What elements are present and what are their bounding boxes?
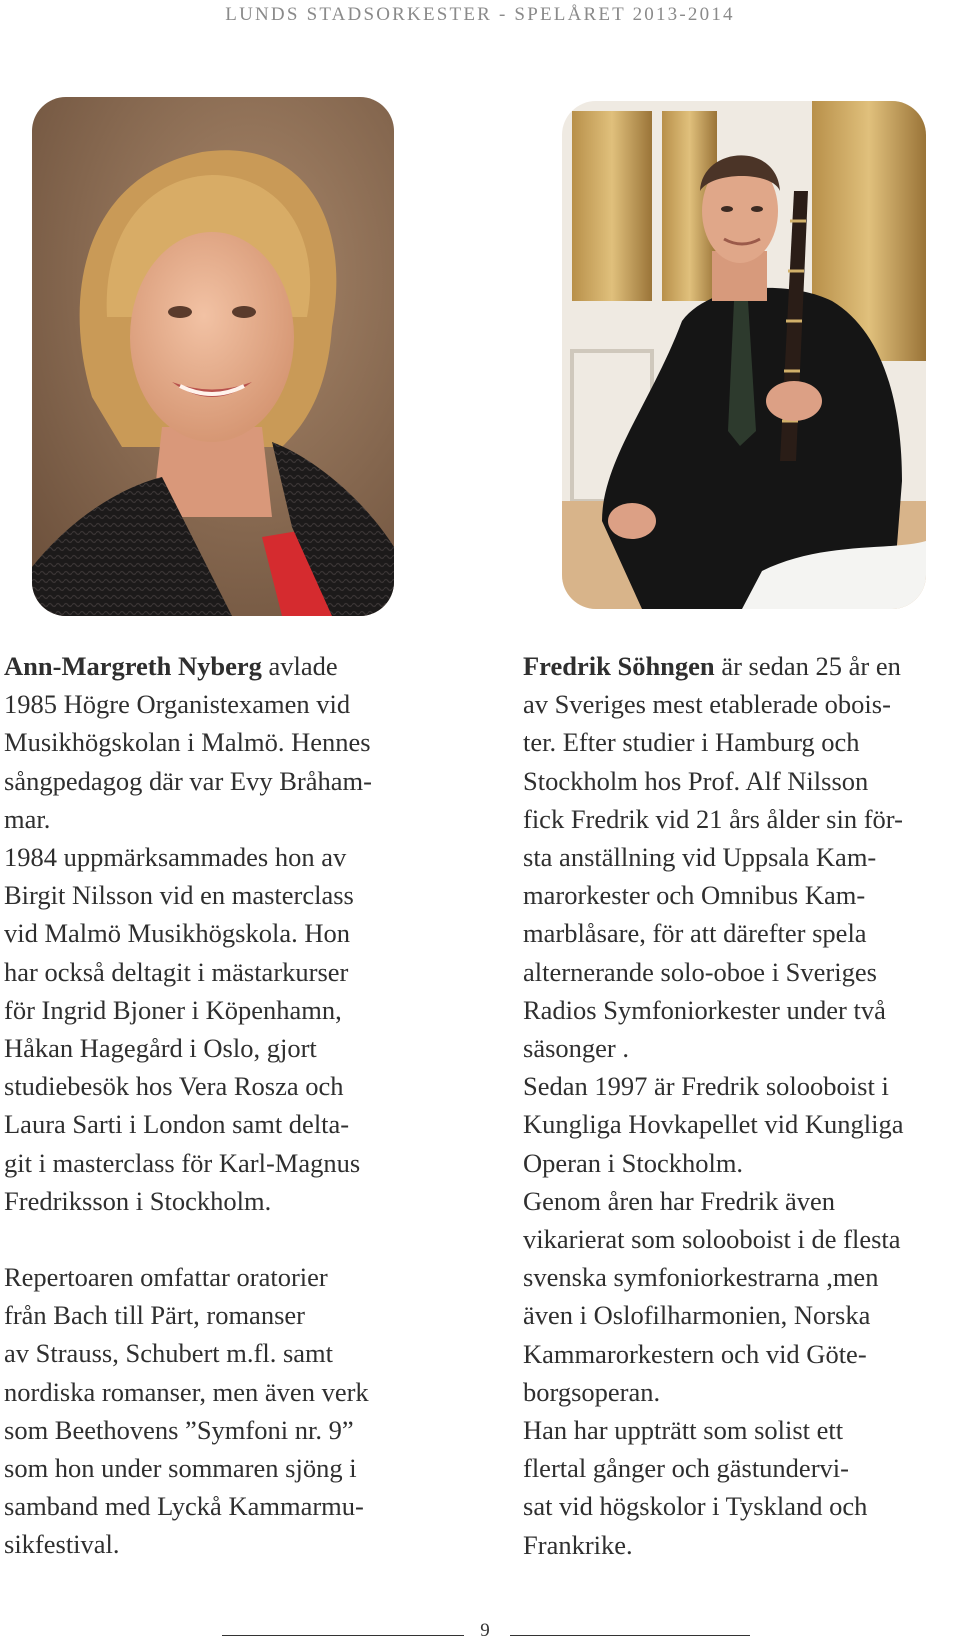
text-line: Radios Symfoniorkester under två bbox=[523, 994, 886, 1025]
text-line: mar. bbox=[4, 803, 51, 834]
text-line: sat vid högskolor i Tyskland och bbox=[523, 1491, 868, 1522]
footer-rule-left bbox=[222, 1635, 464, 1636]
text-line: fick Fredrik vid 21 års ålder sin för- bbox=[523, 803, 903, 834]
page-number: 9 bbox=[480, 1620, 490, 1641]
footer-rule-right bbox=[510, 1635, 750, 1636]
text-line: samband med Lyckå Kammarmu- bbox=[4, 1491, 364, 1522]
text-line: studiebesök hos Vera Rosza och bbox=[4, 1071, 344, 1102]
text-line: ter. Efter studier i Hamburg och bbox=[523, 727, 860, 758]
text-line: nordiska romanser, men även verk bbox=[4, 1376, 369, 1407]
text-line: Kungliga Hovkapellet vid Kungliga bbox=[523, 1109, 904, 1140]
text-line: sikfestival. bbox=[4, 1529, 120, 1560]
text-line: Repertoaren omfattar oratorier bbox=[4, 1262, 328, 1293]
text-line: har också deltagit i mästarkurser bbox=[4, 956, 349, 987]
text-line: Operan i Stockholm. bbox=[523, 1147, 744, 1178]
text-line: vid Malmö Musikhögskola. Hon bbox=[4, 918, 350, 949]
text-line: Frankrike. bbox=[523, 1529, 633, 1560]
text-line: som Beethovens ”Symfoni nr. 9” bbox=[4, 1414, 354, 1445]
text-line: borgsoperan. bbox=[523, 1376, 661, 1407]
text-line: av Strauss, Schubert m.fl. samt bbox=[4, 1338, 333, 1369]
text-line: av Sveriges mest etablerade obois- bbox=[523, 689, 891, 720]
text-line: Kammarorkestern och vid Göte- bbox=[523, 1338, 867, 1369]
bio-paragraph-1 bbox=[4, 647, 464, 1220]
text-line: Sedan 1997 är Fredrik solooboist i bbox=[523, 1071, 889, 1102]
text-line: Fredriksson i Stockholm. bbox=[4, 1185, 272, 1216]
portrait-photo-ann-margreth-nyberg bbox=[32, 97, 394, 616]
text-line: 1984 uppmärksammades hon av bbox=[4, 842, 347, 873]
text-line: som hon under sommaren sjöng i bbox=[4, 1453, 357, 1484]
text-line: 1985 Högre Organistexamen vid bbox=[4, 689, 351, 720]
running-header: LUNDS STADSORKESTER - SPELÅRET 2013-2014 bbox=[225, 4, 735, 25]
text-line: marorkester och Omnibus Kam- bbox=[523, 880, 866, 911]
text-line: Laura Sarti i London samt delta- bbox=[4, 1109, 350, 1140]
text-line: vikarierat som solooboist i de flesta bbox=[523, 1224, 901, 1255]
text-line: Musikhögskolan i Malmö. Hennes bbox=[4, 727, 371, 758]
text-line: säsonger . bbox=[523, 1033, 629, 1064]
text-line: marblåsare, för att därefter spela bbox=[523, 918, 867, 949]
text-line: Birgit Nilsson vid en masterclass bbox=[4, 880, 354, 911]
text-line: avlade bbox=[261, 651, 338, 681]
bio-paragraph-2 bbox=[4, 1258, 464, 1564]
text-line: sångpedagog där var Evy Bråham- bbox=[4, 765, 372, 796]
person-name: Fredrik Söhngen bbox=[523, 651, 715, 681]
text-line: sta anställning vid Uppsala Kam- bbox=[523, 842, 877, 873]
text-line: från Bach till Pärt, romanser bbox=[4, 1300, 305, 1331]
text-line: för Ingrid Bjoner i Köpenhamn, bbox=[4, 994, 342, 1025]
text-line: Håkan Hagegård i Oslo, gjort bbox=[4, 1033, 317, 1064]
portrait-photo-fredrik-sohngen bbox=[562, 101, 926, 609]
bio-fredrik-sohngen bbox=[523, 647, 960, 1564]
bio-paragraph bbox=[523, 647, 960, 1564]
text-line: Genom åren har Fredrik även bbox=[523, 1185, 835, 1216]
person-name: Ann-Margreth Nyberg bbox=[4, 651, 262, 681]
text-line: även i Oslofilharmonien, Norska bbox=[523, 1300, 871, 1331]
text-line: git i masterclass för Karl-Magnus bbox=[4, 1147, 361, 1178]
text-line: flertal gånger och gästundervi- bbox=[523, 1453, 849, 1484]
text-line: är sedan 25 år en bbox=[714, 651, 901, 681]
text-line: Han har uppträtt som solist ett bbox=[523, 1415, 844, 1446]
text-line: svenska symfoniorkestrarna ,men bbox=[523, 1262, 879, 1293]
text-line: Stockholm hos Prof. Alf Nilsson bbox=[523, 765, 869, 796]
text-line: alternerande solo-oboe i Sveriges bbox=[523, 956, 877, 987]
bio-ann-margreth-nyberg bbox=[4, 647, 464, 1564]
